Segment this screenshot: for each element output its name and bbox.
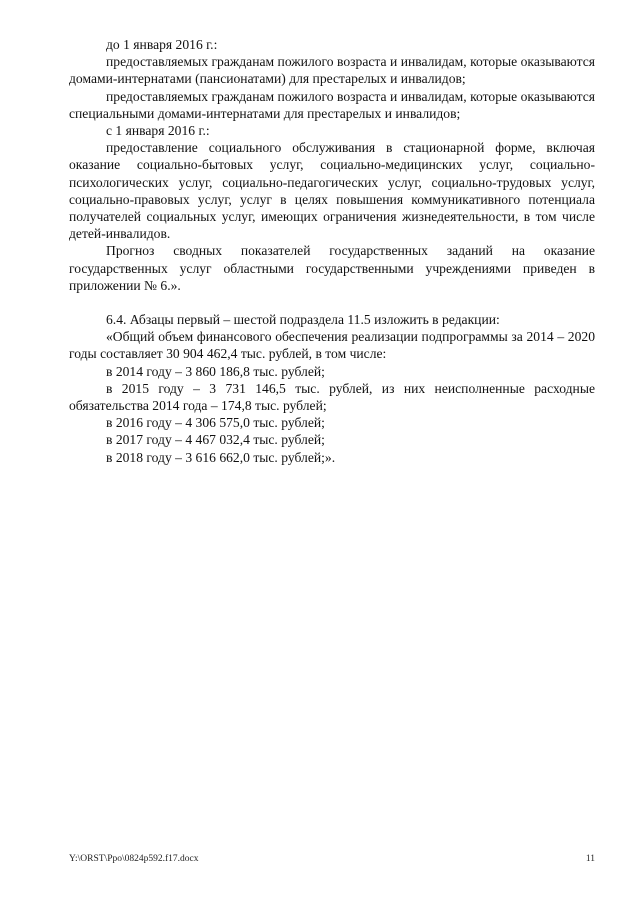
paragraph-boarding-houses: предоставляемых гражданам пожилого возраста и инвалидам, которые оказываются домами-интернатами (пансионатами) для престарелых и инвалидов; <box>69 54 595 87</box>
paragraph-inpatient-services: предоставление социального обслуживания в стационарной форме, включая оказание социально-бытовых услуг, социально-медицинских услуг, социально-психологических услуг, социально-педагогических услуг, социально-трудовых услуг, социально-правовых услуг, услуг в целях повышения коммуникативного потенциала получателей социальных услуг, имеющих ограничения жизнедеятельности, в том числе детей-инвалидов. <box>69 140 595 242</box>
footer-page-number: 11 <box>585 854 595 864</box>
paragraph-total-funding: «Общий объем финансового обеспечения реализации подпрограммы за 2014 – 2020 годы составляет 30 904 462,4 тыс. рублей, в том числе: <box>69 329 595 362</box>
paragraph-funding-2015: в 2015 году – 3 731 146,5 тыс. рублей, из них неисполненные расходные обязательства 2014 года – 174,8 тыс. рублей; <box>69 380 595 414</box>
paragraph-spacer <box>69 294 595 311</box>
paragraph-funding-2014: в 2014 году – 3 860 186,8 тыс. рублей; <box>106 363 325 379</box>
footer-file-path: Y:\ORST\Ppo\0824p592.f17.docx <box>69 854 199 864</box>
paragraph-date-from-2016: с 1 января 2016 г.: <box>106 123 210 139</box>
document-body <box>69 36 595 466</box>
paragraph-date-before-2016: до 1 января 2016 г.: <box>106 37 218 52</box>
paragraph-forecast: Прогноз сводных показателей государственных заданий на оказание государственных услуг областными государственными учреждениями приведен в приложении № 6.». <box>69 243 595 293</box>
paragraph-funding-2017: в 2017 году – 4 467 032,4 тыс. рублей; <box>106 432 325 448</box>
paragraph-section-6-4: 6.4. Абзацы первый – шестой подраздела 11.5 изложить в редакции: <box>106 312 500 328</box>
paragraph-funding-2016: в 2016 году – 4 306 575,0 тыс. рублей; <box>106 415 325 431</box>
paragraph-funding-2018: в 2018 году – 3 616 662,0 тыс. рублей;». <box>106 449 336 465</box>
paragraph-special-boarding-houses: предоставляемых гражданам пожилого возраста и инвалидам, которые оказываются специальными домами-интернатами для престарелых и инвалидов; <box>69 88 595 121</box>
